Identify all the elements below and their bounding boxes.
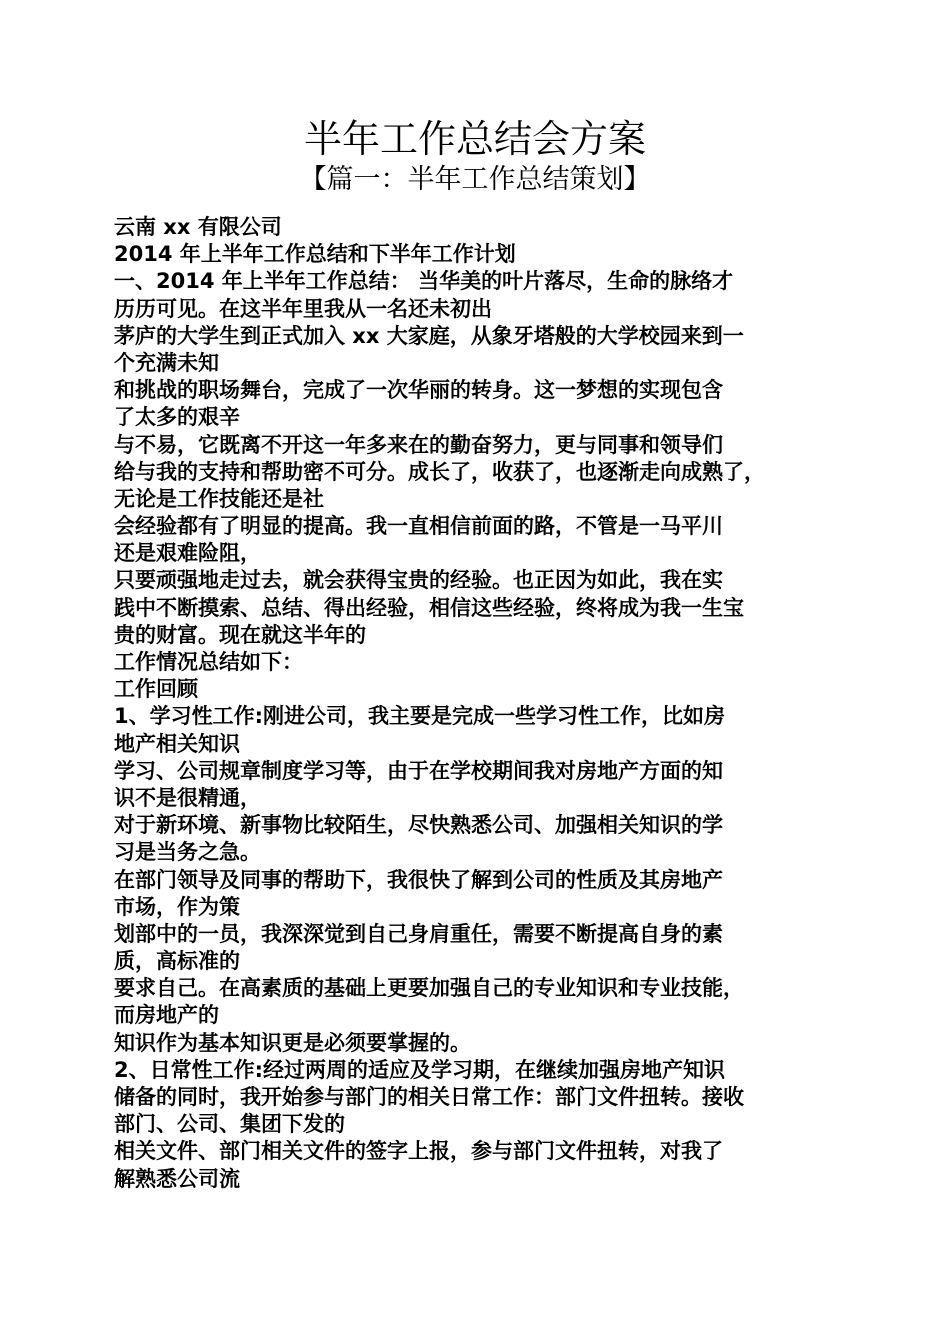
document-body: [114, 214, 850, 1193]
body-line: 解熟悉公司流: [114, 1166, 240, 1191]
body-line: 部门、公司、集团下发的: [114, 1112, 345, 1137]
body-line: 茅庐的大学生到正式加入 xx 大家庭，从象牙塔般的大学校园来到一: [114, 323, 744, 348]
body-line: 历历可见。在这半年里我从一名还未初出: [114, 296, 492, 321]
body-line: 划部中的一员，我深深觉到自己身肩重任，需要不断提高自身的素: [114, 921, 723, 946]
body-line: 而房地产的: [114, 1003, 219, 1028]
body-line: 1、学习性工作:刚进公司，我主要是完成一些学习性工作，比如房: [114, 704, 726, 729]
body-line: 了太多的艰辛: [114, 405, 240, 430]
body-line: 个充满未知: [114, 350, 219, 375]
body-line: 还是艰难险阻，: [114, 541, 261, 566]
body-line: 要求自己。在高素质的基础上更要加强自己的专业知识和专业技能，: [114, 976, 744, 1001]
body-line: 一、2014 年上半年工作总结： 当华美的叶片落尽，生命的脉络才: [114, 269, 734, 294]
body-line: 学习、公司规章制度学习等，由于在学校期间我对房地产方面的知: [114, 758, 723, 783]
body-line: 地产相关知识: [114, 731, 240, 756]
body-line: 2014 年上半年工作总结和下半年工作计划: [114, 242, 516, 267]
body-line: 会经验都有了明显的提高。我一直相信前面的路，不管是一马平川: [114, 514, 723, 539]
body-line: 和挑战的职场舞台，完成了一次华丽的转身。这一梦想的实现包含: [114, 378, 723, 403]
body-line: 云南 xx 有限公司: [114, 215, 282, 239]
body-line: 贵的财富。现在就这半年的: [114, 622, 366, 647]
body-line: 质，高标准的: [114, 949, 240, 974]
body-line: 践中不断摸索、总结、得出经验，相信这些经验，终将成为我一生宝: [114, 595, 744, 620]
body-line: 市场，作为策: [114, 894, 240, 919]
body-line: 习是当务之急。: [114, 840, 261, 865]
body-line: 在部门领导及同事的帮助下，我很快了解到公司的性质及其房地产: [114, 867, 723, 892]
body-line: 储备的同时，我开始参与部门的相关日常工作：部门文件扭转。接收: [114, 1085, 744, 1109]
body-line: 识不是很精通，: [114, 785, 261, 810]
body-line: 知识作为基本知识更是必须要掌握的。: [114, 1030, 471, 1055]
body-line: 工作回顾: [114, 677, 198, 702]
document-title: 半年工作总结会方案: [303, 117, 646, 161]
body-line: 无论是工作技能还是社: [114, 486, 324, 511]
body-line: 与不易，它既离不开这一年多来在的勤奋努力，更与同事和领导们: [114, 432, 723, 457]
document-subtitle: 【篇一：半年工作总结策划】: [299, 164, 651, 195]
body-line: 2、日常性工作:经过两周的适应及学习期，在继续加强房地产知识: [114, 1057, 726, 1082]
body-line: 给与我的支持和帮助密不可分。成长了，收获了，也逐渐走向成熟了，: [114, 459, 765, 484]
body-line: 只要顽强地走过去，就会获得宝贵的经验。也正因为如此，我在实: [114, 568, 723, 593]
body-line: 对于新环境、新事物比较陌生，尽快熟悉公司、加强相关知识的学: [114, 813, 723, 838]
body-line: 工作情况总结如下：: [114, 650, 303, 674]
body-line: 相关文件、部门相关文件的签字上报，参与部门文件扭转，对我了: [114, 1139, 723, 1164]
